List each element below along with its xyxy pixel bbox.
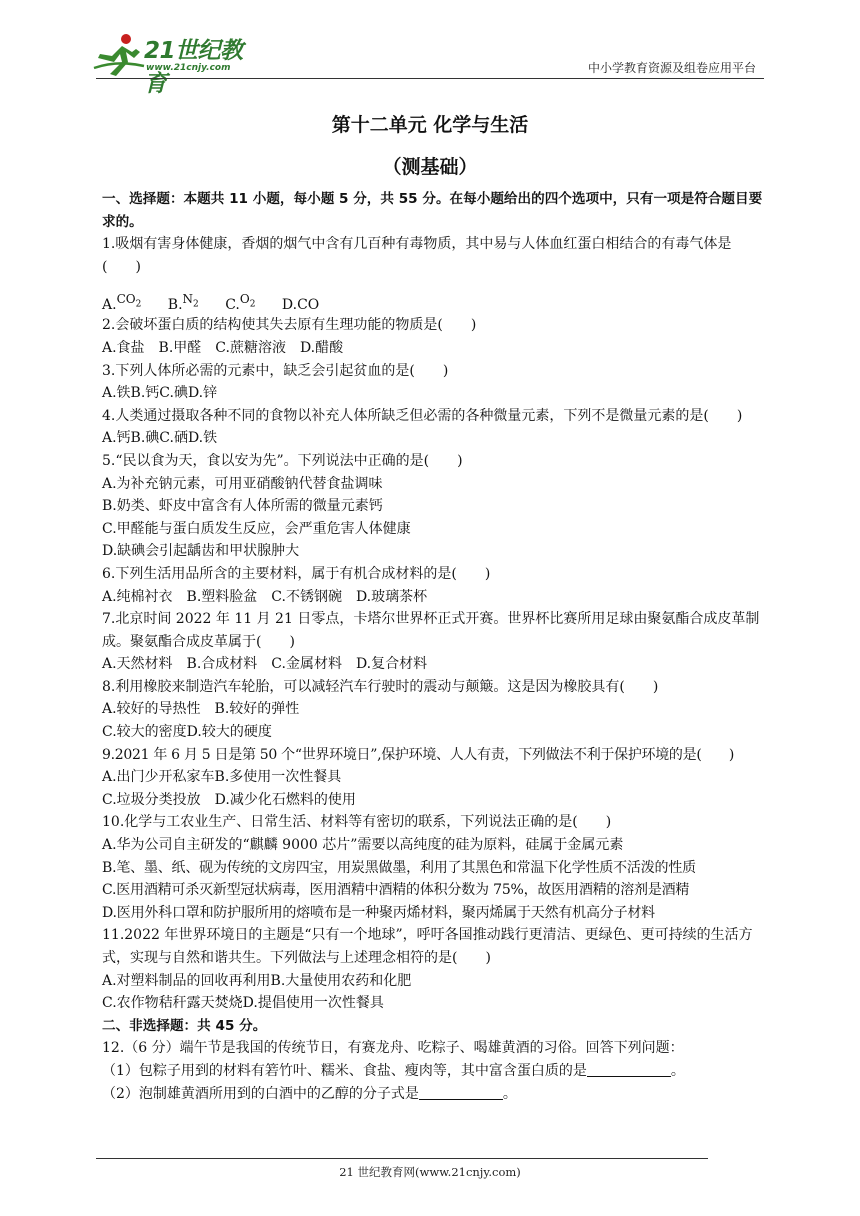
question-11-options-ab: A.对塑料制品的回收再利用B.大量使用农药和化肥 [102,972,412,989]
question-8-stem: 8.利用橡胶来制造汽车轮胎，可以减轻汽车行驶时的震动与颠簸。这是因为橡胶具有( ) [102,678,659,695]
exam-content [102,188,764,1105]
question-11-options-cd: C.农作物秸秆露天焚烧D.提倡使用一次性餐具 [102,995,384,1012]
logo-text: 21世纪教育 [144,38,243,97]
page-subtitle: （测基础） [382,156,478,178]
question-8-options-cd: C.较大的密度D.较大的硬度 [102,724,272,741]
header-divider [96,78,764,79]
option-d: D.CO [281,297,320,314]
running-figure-icon [92,32,146,76]
answer-blank [587,1062,671,1077]
question-10-stem: 10.化学与工农业生产、日常生活、材料等有密切的联系，下列说法正确的是( ) [102,814,612,831]
question-10-option-c: C.医用酒精可杀灭新型冠状病毒，医用酒精中酒精的体积分数为 75%，故医用酒精的溶剂是酒精 [102,882,690,899]
option-a: $A.CO_2$ [102,292,142,314]
question-5-option-c: C.甲醛能与蛋白质发生反应，会严重危害人体健康 [102,520,411,537]
question-5-option-d: D.缺碘会引起龋齿和甲状腺肿大 [102,543,300,560]
page-header [0,0,860,97]
question-9-options-cd: C.垃圾分类投放 D.减少化石燃料的使用 [102,791,356,808]
question-6-stem: 6.下列生活用品所含的主要材料，属于有机合成材料的是( ) [102,565,491,582]
question-6-options: A.纯棉衬衣 B.塑料脸盆 C.不锈钢碗 D.玻璃茶杯 [102,588,428,605]
footer-divider [96,1158,708,1159]
option-c: $C.O_2$ [225,292,256,314]
question-5-option-b: B.奶类、虾皮中富含有人体所需的微量元素钙 [102,498,383,515]
question-5-stem: 5.“民以食为天，食以安为先”。下列说法中正确的是( ) [102,452,463,469]
question-9-options-ab: A.出门少开私家车B.多使用一次性餐具 [102,769,342,786]
page-footer: 21 世纪教育网(www.21cnjy.com) [339,1165,521,1179]
page-title: 第十二单元 化学与生活 [331,114,529,136]
question-9-stem: 9.2021 年 6 月 5 日是第 50 个“世界环境日”,保护环境、人人有责，下列做法不利于保护环境的是( ) [102,746,735,763]
question-1-stem: 1.吸烟有害身体健康，香烟的烟气中含有几百种有毒物质，其中易与人体血红蛋白相结合的有毒气体是( ) [102,236,732,275]
question-4-stem: 4.人类通过摄取各种不同的食物以补充人体所缺乏但必需的各种微量元素，下列不是微量元素的是( ) [102,407,743,424]
question-3-options: A.铁B.钙C.碘D.锌 [102,385,218,402]
question-7-options: A.天然材料 B.合成材料 C.金属材料 D.复合材料 [102,656,428,673]
question-4-options: A.钙B.碘C.硒D.铁 [102,430,218,447]
question-7-stem: 7.北京时间 2022 年 11 月 21 日零点，卡塔尔世界杯正式开赛。世界杯比赛所用足球由聚氨酯合成皮革制成。聚氨酯合成皮革属于( ) [102,611,760,650]
question-11-stem: 11.2022 年世界环境日的主题是“只有一个地球”，呼吁各国推动践行更清洁、更绿色、更可持续的生活方式，实现与自然和谐共生。下列做法与上述理念相符的是( ) [102,927,753,966]
platform-name: 中小学教育资源及组卷应用平台 [587,61,756,75]
question-12-stem: 12.（6 分）端午节是我国的传统节日，有赛龙舟、吃粽子、喝雄黄酒的习俗。回答下列问题： [102,1040,684,1057]
question-10-option-a: A.华为公司自主研发的“麒麟 9000 芯片”需要以高纯度的硅为原料，硅属于金属元素 [102,837,624,854]
question-3-stem: 3.下列人体所必需的元素中，缺乏会引起贫血的是( ) [102,362,449,379]
question-2-stem: 2.会破坏蛋白质的结构使其失去原有生理功能的物质是( ) [102,317,477,334]
section-heading-choice: 一、选择题：本题共 11 小题，每小题 5 分，共 55 分。在每小题给出的四个选项中，只有一项是符合题目要求的。 [102,191,763,230]
question-10-option-d: D.医用外科口罩和防护服所用的熔喷布是一种聚丙烯材料，聚丙烯属于天然有机高分子材料 [102,904,655,921]
question-10-option-b: B.笔、墨、纸、砚为传统的文房四宝，用炭黑做墨，利用了其黑色和常温下化学性质不活泼的性质 [102,859,696,876]
question-2-options: A.食盐 B.甲醛 C.蔗糖溶液 D.醋酸 [102,339,344,356]
question-12-part-2: （2）泡制雄黄酒所用到的白酒中的乙醇的分子式是 。 [102,1085,517,1102]
question-5-option-a: A.为补充钠元素，可用亚硝酸钠代替食盐调味 [102,475,383,492]
logo [92,30,262,97]
option-b: $B.N_2$ [167,292,199,314]
logo-url: www.21cnjy.com [146,63,231,73]
section-heading-nonchoice: 二、非选择题：共 45 分。 [102,1017,267,1034]
answer-blank [419,1085,503,1100]
question-1-options [102,284,764,314]
question-12-part-1: （1）包粽子用到的材料有箬竹叶、糯米、食盐、瘦肉等，其中富含蛋白质的是 。 [102,1062,685,1079]
question-8-options-ab: A.较好的导热性 B.较好的弹性 [102,701,300,718]
